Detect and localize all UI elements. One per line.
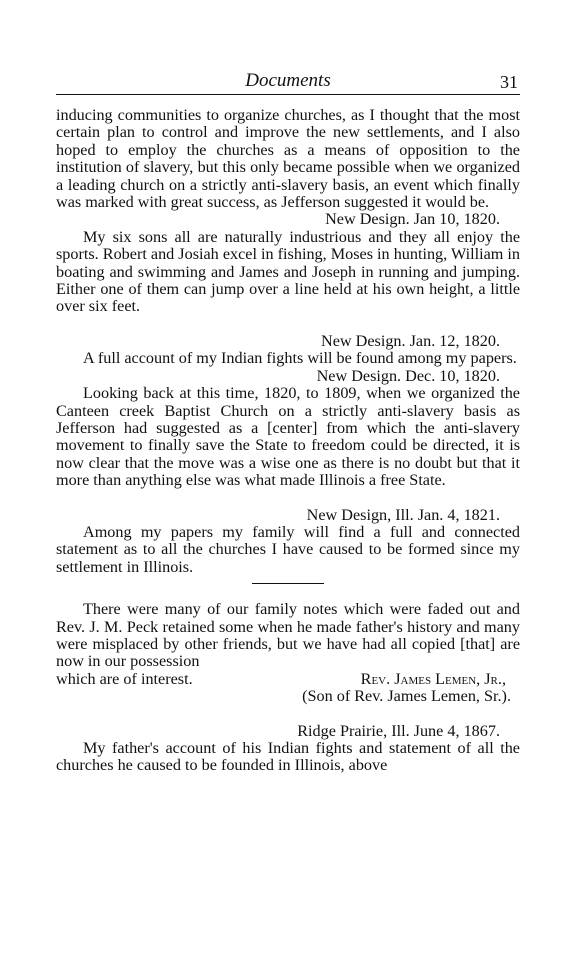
page-number: 31 [500, 72, 518, 92]
paragraph-6: There were many of our family notes which were faded out and Rev. J. M. Peck retained some when he made father's history and many were misplaced by other friends, but we have had all copied [that] are now in our possession [56, 600, 520, 671]
paragraph-4: Looking back at this time, 1820, to 1809, when we organized the Canteen creek Baptist Church on a strictly anti-slavery basis as Jefferson had suggested as a [center] from which the anti-slavery movement to finally save the State to freedom could be directed, it is now clear that the move was a wise one as there is no doubt but that it more than anything else was what made Illinois a free State. [56, 384, 520, 490]
signature-line [56, 671, 520, 688]
dateline-1: New Design. Jan 10, 1820. [325, 210, 500, 229]
book-page [56, 70, 520, 775]
dateline-4: New Design, Ill. Jan. 4, 1821. [306, 505, 500, 524]
paragraph-6-last-line: which are of interest. [56, 669, 193, 688]
dateline-3: New Design. Dec. 10, 1820. [316, 366, 500, 385]
signature-note: (Son of Rev. James Lemen, Sr.). [302, 687, 511, 706]
dateline-2: New Design. Jan. 12, 1820. [321, 331, 500, 350]
section-divider [252, 583, 324, 584]
paragraph-7: My father's account of his Indian fights and statement of all the churches he caused to be founded in Illinois, above [56, 739, 520, 775]
page-body [56, 107, 520, 775]
paragraph-3: A full account of my Indian fights will be found among my papers. [83, 349, 517, 368]
signature-name: Rev. James Lemen, Jr., [360, 669, 506, 688]
dateline-5: Ridge Prairie, Ill. June 4, 1867. [297, 721, 500, 740]
paragraph-1: inducing communities to organize churches, as I thought that the most certain plan to control and improve the new settlements, and I also hoped to employ the churches as a means of opposition to the institution of slavery, but this only became possible when we organized a leading church on a strictly anti-slavery basis, an event which finally was marked with great success, as Jefferson suggested it would be. [56, 106, 520, 212]
paragraph-5: Among my papers my family will find a full and connected statement as to all the churches I have caused to be formed since my settlement in Illinois. [56, 522, 520, 576]
running-head-title: Documents [245, 70, 331, 91]
paragraph-2: My six sons all are naturally industrious and they all enjoy the sports. Robert and Josiah excel in fishing, Moses in hunting, William in boating and swimming and James and Joseph in running and jumping. Either one of them can jump over a line held at his own height, a little over six feet. [56, 227, 520, 316]
running-head [56, 70, 520, 95]
